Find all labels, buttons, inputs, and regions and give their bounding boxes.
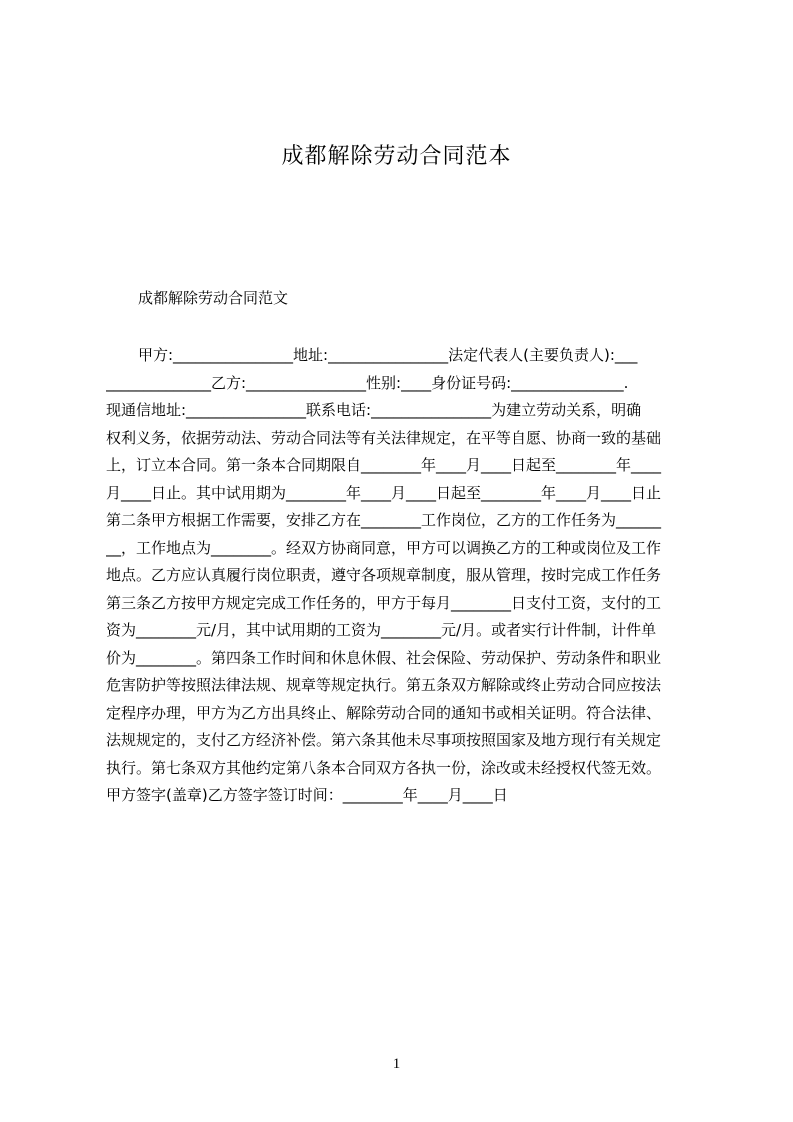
document-subtitle: 成都解除劳动合同范文 — [138, 289, 289, 307]
body-line: 第二条甲方根据工作需要，安排乙方在________工作岗位，乙方的工作任务为______ — [106, 511, 662, 529]
body-line: 资为________元/月，其中试用期的工资为________元/月。或者实行计件制，计件单 — [106, 621, 657, 639]
page-number: 1 — [392, 1056, 401, 1072]
body-line: 价为________。第四条工作时间和休息休假、社会保险、劳动保护、劳动条件和职业 — [106, 648, 662, 667]
body-line: 上，订立本合同。第一条本合同期限自________年____月____日起至________年____ — [106, 456, 662, 474]
body-line: 定程序办理，甲方为乙方出具终止、解除劳动合同的通知书或相关证明。符合法律、 — [106, 703, 662, 722]
body-line: 执行。第七条双方其他约定第八条本合同双方各执一份，涂改或未经授权代签无效。 — [106, 758, 662, 777]
body-line: 权利义务，依据劳动法、劳动合同法等有关法律规定，在平等自愿、协商一致的基础 — [106, 428, 662, 447]
body-line: 危害防护等按照法律法规、规章等规定执行。第五条双方解除或终止劳动合同应按法 — [106, 676, 662, 694]
body-line: ______________乙方:________________性别:____身份证号码:_______________. — [106, 373, 629, 392]
document-title: 成都解除劳动合同范本 — [281, 144, 512, 169]
body-line: 法规规定的，支付乙方经济补偿。第六条其他未尽事项按照国家及地方现行有关规定 — [106, 731, 662, 749]
body-line: 地点。乙方应认真履行岗位职责，遵守各项规章制度，服从管理，按时完成工作任务 — [106, 566, 662, 584]
document-body — [106, 342, 706, 810]
body-line: 甲方:________________地址:________________法定代表人(主要负责人):___ — [138, 346, 638, 364]
body-line: 现通信地址:________________联系电话:________________为建立劳动关系，明确 — [106, 401, 642, 419]
body-line: 月____日止。其中试用期为________年____月____日起至________年____月____日止 — [106, 483, 662, 502]
body-line: __，工作地点为________。经双方协商同意，甲方可以调换乙方的工种或岗位及工作 — [106, 538, 662, 557]
body-line: 第三条乙方按甲方规定完成工作任务的，甲方于每月________日支付工资，支付的工 — [106, 593, 662, 612]
signature-line: 甲方签字(盖章)乙方签字签订时间：________年____月____日 — [106, 786, 508, 804]
